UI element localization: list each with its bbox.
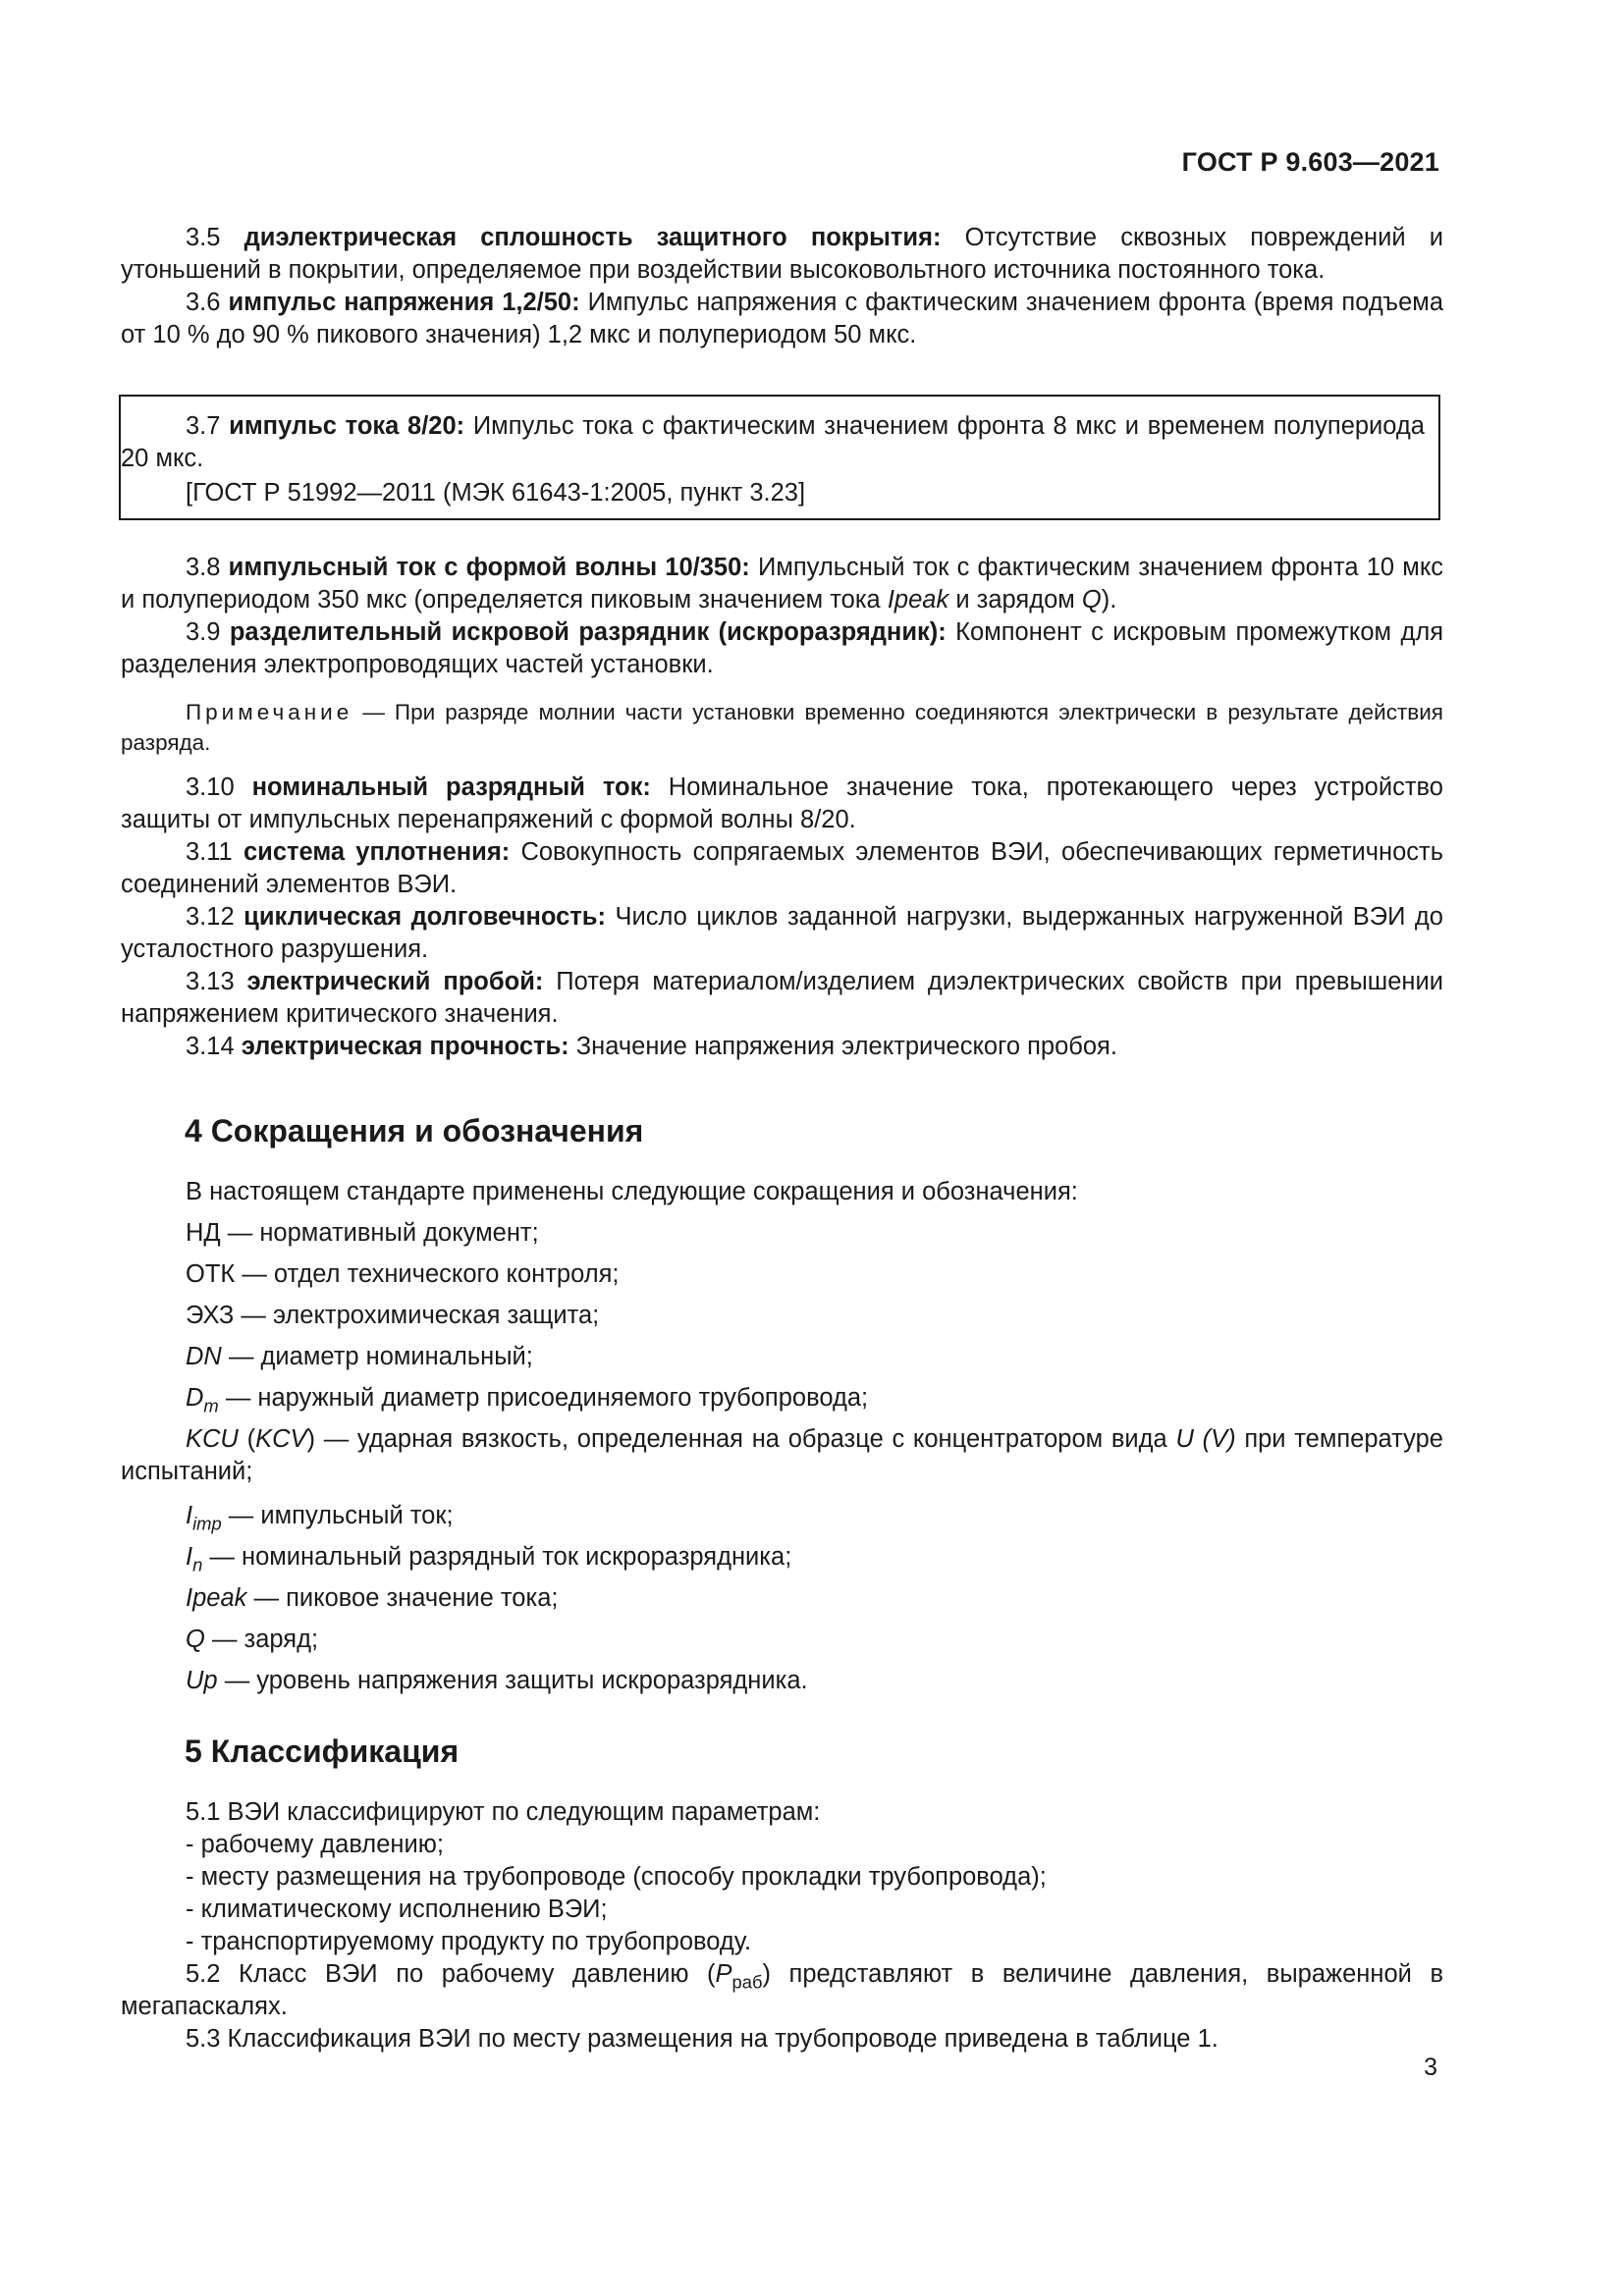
clause-5-1: 5.1 ВЭИ классифицируют по следующим параметрам: bbox=[186, 1798, 821, 1826]
definition-3-6: 3.6 импульс напряжения 1,2/50: Импульс напряжения с фактическим значением фронта (время подъема от 10 % до 90 % пикового значения) 1,2 мкс и полупериодом 50 мкс. bbox=[121, 289, 1443, 348]
clause-5-3: 5.3 Классификация ВЭИ по месту размещения на трубопроводе приведена в таблице 1. bbox=[186, 2025, 1218, 2053]
definition-3-12: 3.12 циклическая долговечность: Число циклов заданной нагрузки, выдержанных нагруженной ВЭИ до усталостного разрушения. bbox=[121, 903, 1443, 963]
term: импульс тока 8/20: bbox=[229, 412, 465, 440]
definition-3-11: 3.11 система уплотнения: Совокупность сопрягаемых элементов ВЭИ, обеспечивающих герметичность соединений элементов ВЭИ. bbox=[121, 838, 1444, 898]
definition-3-10: 3.10 номинальный разрядный ток: Номинальное значение тока, протекающего через устройство защиты от импульсных перенапряжений с формой волны 8/20. bbox=[121, 774, 1443, 833]
abbreviation-nd: НД — нормативный документ; bbox=[186, 1219, 539, 1247]
definitions-block-bottom bbox=[121, 552, 1443, 1063]
definition-3-14: 3.14 электрическая прочность: Значение напряжения электрического пробоя. bbox=[186, 1033, 1117, 1060]
term: разделительный искровой разрядник (искроразрядник): bbox=[229, 618, 947, 646]
term: электрическая прочность: bbox=[241, 1033, 569, 1060]
definition-3-7-reference: [ГОСТ Р 51992—2011 (МЭК 61643-1:2005, пункт 3.23] bbox=[186, 479, 806, 507]
abbreviation-kcu: KCU (KCV) — ударная вязкость, определенная на образце с концентратором вида U (V) при температуре испытаний; bbox=[121, 1425, 1443, 1485]
term: диэлектрическая сплошность защитного покрытия: bbox=[244, 224, 942, 251]
term: электрический пробой: bbox=[246, 968, 544, 995]
definitions-block-top bbox=[121, 222, 1443, 351]
abbreviation-iimp: $I_{imp}$ — импульсный ток; bbox=[186, 1502, 454, 1534]
abbreviation-up: Up — уровень напряжения защиты искроразрядника. bbox=[186, 1667, 808, 1694]
list-item: - месту размещения на трубопроводе (способу прокладки трубопровода); bbox=[186, 1863, 1047, 1891]
abbreviation-ipeak: Ipeak — пиковое значение тока; bbox=[186, 1584, 559, 1612]
list-item: - транспортируемому продукту по трубопроводу. bbox=[186, 1928, 752, 1955]
list-item: - рабочему давлению; bbox=[186, 1831, 444, 1858]
term: система уплотнения: bbox=[243, 838, 511, 866]
abbreviation-in: $I_n$ — номинальный разрядный ток искроразрядника; bbox=[186, 1543, 792, 1575]
list-item: - климатическому исполнению ВЭИ; bbox=[186, 1896, 608, 1923]
abbreviation-ehz: ЭХЗ — электрохимическая защита; bbox=[186, 1302, 600, 1329]
definition-3-9: 3.9 разделительный искровой разрядник (искроразрядник): Компонент с искровым промежутком для разделения электропроводящих частей установки. bbox=[121, 618, 1444, 678]
definition-3-8: 3.8 импульсный ток с формой волны 10/350: Импульсный ток с фактическим значением фронта 10 мкс и полупериодом 350 мкс (определяется пиковым значением тока Ipeak и зарядом Q). bbox=[121, 554, 1444, 614]
clause-5-2: 5.2 Класс ВЭИ по рабочему давлению $(P_{раб})$ представляют в величине давления, выраженной в мегапаскалях. bbox=[121, 1960, 1443, 2020]
section-5-heading: 5 Классификация bbox=[185, 1734, 460, 1769]
definition-3-5: 3.5 диэлектрическая сплошность защитного покрытия: Отсутствие сквозных повреждений и утоньшений в покрытии, определяемое при воздействии высоковольтного источника постоянного тока. bbox=[121, 224, 1443, 284]
term: импульс напряжения 1,2/50: bbox=[228, 289, 580, 316]
definition-3-7: 3.7 импульс тока 8/20: Импульс тока с фактическим значением фронта 8 мкс и временем полупериода 20 мкс. bbox=[121, 412, 1425, 472]
note: Примечание — При разряде молнии части установки временно соединяются электрически в результате действия разряда. bbox=[121, 700, 1443, 755]
classification-block bbox=[121, 1796, 1443, 2056]
term: номинальный разрядный ток: bbox=[251, 774, 651, 801]
abbreviation-dm: $D_m$ — наружный диаметр присоединяемого трубопровода; bbox=[186, 1384, 869, 1416]
definition-3-13: 3.13 электрический пробой: Потеря материалом/изделием диэлектрических свойств при превышении напряжением критического значения. bbox=[121, 968, 1443, 1028]
abbreviation-kcu-block bbox=[121, 1423, 1443, 1488]
term: циклическая долговечность: bbox=[244, 903, 606, 931]
definition-3-7-box bbox=[119, 395, 1440, 520]
document-code: ГОСТ Р 9.603—2021 bbox=[1181, 147, 1439, 177]
page-number: 3 bbox=[1424, 2054, 1437, 2081]
abbreviation-dn: DN — диаметр номинальный; bbox=[186, 1343, 533, 1370]
abbreviation-q: Q — заряд; bbox=[186, 1626, 319, 1653]
note-label: Примечание bbox=[186, 700, 353, 724]
section-4-heading: 4 Сокращения и обозначения bbox=[185, 1113, 644, 1148]
term: импульсный ток с формой волны 10/350: bbox=[228, 554, 750, 581]
abbreviations-intro: В настоящем стандарте применены следующие сокращения и обозначения: bbox=[186, 1178, 1078, 1205]
abbreviation-otk: ОТК — отдел технического контроля; bbox=[186, 1260, 620, 1288]
